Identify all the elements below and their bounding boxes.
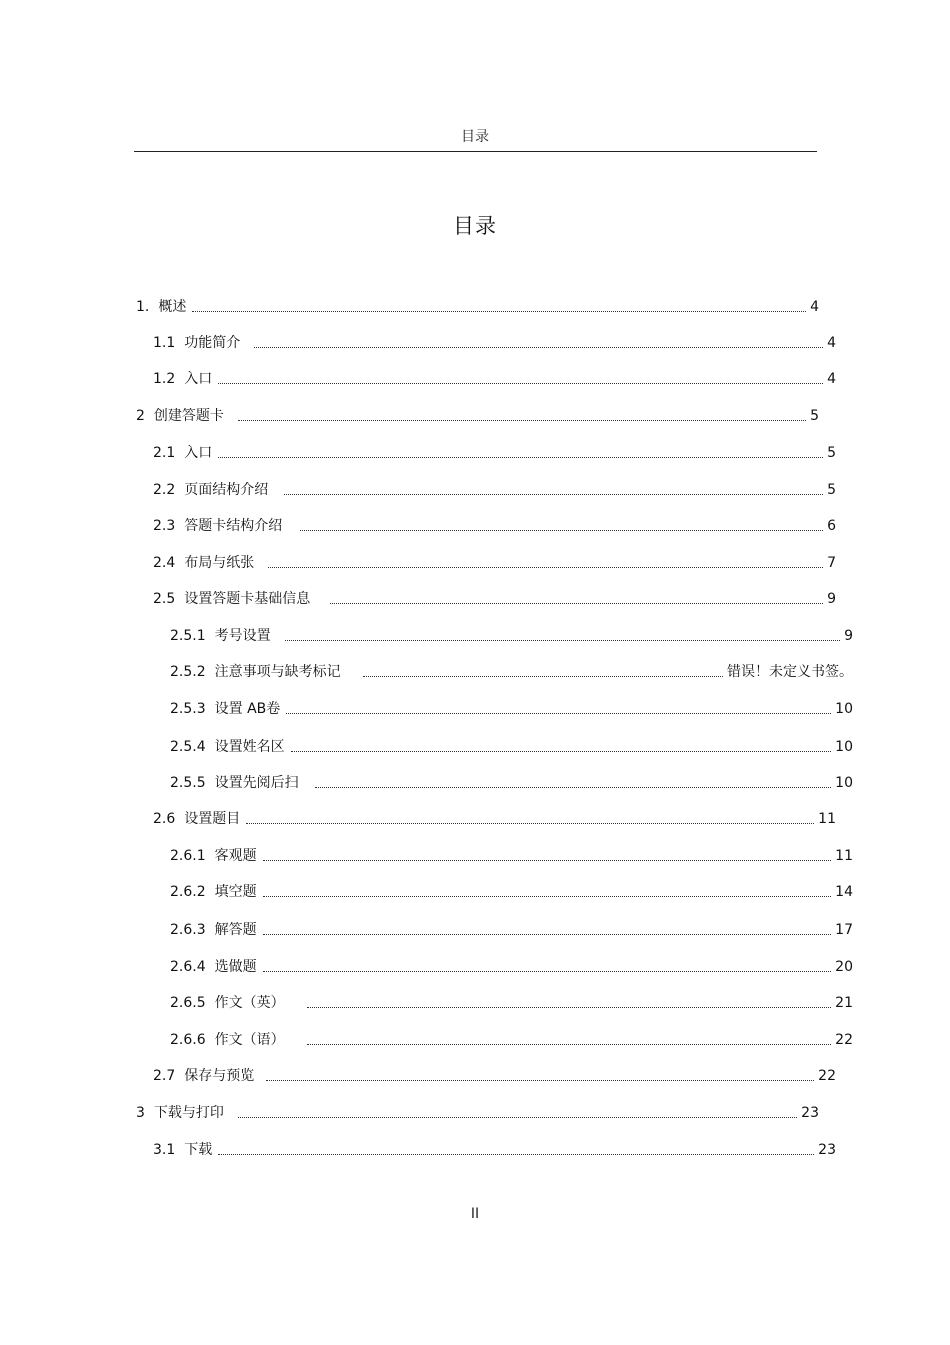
toc-entry-title: 作文（语）	[214, 1032, 285, 1048]
toc-entry-title: 设置答题卡基础信息	[184, 591, 311, 607]
toc-entry-title: 下载与打印	[153, 1105, 224, 1121]
toc-dot-leader	[300, 530, 823, 531]
toc-entry-page: 4	[810, 299, 819, 315]
toc-dot-leader	[246, 823, 814, 824]
toc-entry[interactable]	[134, 879, 853, 901]
toc-entry[interactable]	[134, 1137, 836, 1159]
toc-entry[interactable]	[134, 696, 853, 718]
toc-entry[interactable]	[134, 954, 853, 976]
toc-entry[interactable]	[134, 843, 853, 865]
toc-dot-leader	[254, 347, 823, 348]
toc-entry-number: 2.6.4	[170, 959, 206, 975]
toc-entry-title: 设置 AB卷	[214, 701, 281, 717]
toc-dot-leader	[284, 494, 823, 495]
toc-entry-title: 入口	[184, 371, 213, 387]
toc-entry-number: 2.5.3	[170, 701, 206, 717]
toc-entry-number: 2.6	[153, 811, 176, 827]
toc-entry[interactable]	[134, 734, 853, 756]
toc-entry[interactable]	[134, 294, 819, 316]
toc-entry-page: 错误！未定义书签。	[727, 664, 853, 680]
toc-entry[interactable]	[134, 440, 836, 462]
toc-entry[interactable]	[134, 659, 853, 681]
toc-dot-leader	[192, 311, 806, 312]
toc-dot-leader	[263, 860, 832, 861]
toc-dot-leader	[363, 676, 723, 677]
toc-entry-page: 9	[844, 628, 853, 644]
toc-dot-leader	[307, 1044, 832, 1045]
toc-entry[interactable]	[134, 806, 836, 828]
toc-entry-number: 2.5.1	[170, 628, 206, 644]
toc-entry-number: 2.5.2	[170, 664, 206, 680]
toc-entry-number: 3.1	[153, 1142, 176, 1158]
toc-entry-page: 7	[827, 555, 836, 571]
toc-entry-page: 23	[818, 1142, 836, 1158]
toc-entry[interactable]	[134, 917, 853, 939]
toc-dot-leader	[263, 896, 832, 897]
header-rule	[134, 151, 817, 152]
toc-entry-title: 客观题	[214, 848, 257, 864]
toc-entry-page: 14	[835, 884, 853, 900]
toc-entry-page: 21	[835, 995, 853, 1011]
toc-dot-leader	[307, 1007, 832, 1008]
toc-dot-leader	[330, 603, 823, 604]
toc-entry[interactable]	[134, 550, 836, 572]
toc-entry-page: 5	[810, 408, 819, 424]
toc-title: 目录	[453, 214, 497, 238]
toc-entry[interactable]	[134, 330, 836, 352]
toc-entry-page: 23	[801, 1105, 819, 1121]
toc-entry-number: 3	[136, 1105, 145, 1121]
toc-entry-number: 2.6.6	[170, 1032, 206, 1048]
toc-entry[interactable]	[134, 990, 853, 1012]
toc-entry-title: 设置姓名区	[214, 739, 285, 755]
toc-dot-leader	[238, 420, 806, 421]
toc-entry[interactable]	[134, 770, 853, 792]
toc-dot-leader	[268, 567, 823, 568]
toc-entry[interactable]	[134, 513, 836, 535]
toc-dot-leader	[286, 713, 831, 714]
toc-entry[interactable]	[134, 1027, 853, 1049]
toc-entry-number: 2.5.4	[170, 739, 206, 755]
toc-dot-leader	[266, 1080, 814, 1081]
toc-entry[interactable]	[134, 366, 836, 388]
toc-entry-page: 4	[827, 335, 836, 351]
toc-entry-number: 2	[136, 408, 145, 424]
toc-entry-number: 1.2	[153, 371, 176, 387]
toc-entry-page: 4	[827, 371, 836, 387]
toc-entry-number: 1.	[136, 299, 150, 315]
toc-entry-page: 11	[835, 848, 853, 864]
toc-entry-page: 20	[835, 959, 853, 975]
toc-entry-number: 2.3	[153, 518, 176, 534]
toc-entry-title: 页面结构介绍	[184, 482, 269, 498]
toc-entry-page: 6	[827, 518, 836, 534]
toc-entry-number: 2.5	[153, 591, 176, 607]
toc-entry-page: 9	[827, 591, 836, 607]
toc-entry-title: 选做题	[214, 959, 257, 975]
toc-entry[interactable]	[134, 1063, 836, 1085]
toc-entry-number: 2.2	[153, 482, 176, 498]
toc-entry-page: 11	[818, 811, 836, 827]
toc-entry-number: 2.1	[153, 445, 176, 461]
toc-dot-leader	[315, 787, 832, 788]
toc-entry-title: 解答题	[214, 922, 257, 938]
toc-entry-title: 注意事项与缺考标记	[214, 664, 341, 680]
toc-entry-title: 布局与纸张	[184, 555, 255, 571]
toc-entry-number: 2.6.1	[170, 848, 206, 864]
toc-entry-number: 2.6.2	[170, 884, 206, 900]
running-header: 目录	[461, 129, 489, 145]
toc-entry-page: 10	[835, 775, 853, 791]
toc-dot-leader	[263, 934, 832, 935]
toc-entry-title: 考号设置	[214, 628, 271, 644]
toc-entry-title: 填空题	[214, 884, 257, 900]
toc-entry-page: 5	[827, 482, 836, 498]
toc-entry-page: 5	[827, 445, 836, 461]
toc-entry-page: 10	[835, 739, 853, 755]
toc-entry[interactable]	[134, 403, 819, 425]
toc-dot-leader	[218, 1154, 814, 1155]
toc-entry-title: 功能简介	[184, 335, 241, 351]
toc-entry-title: 下载	[184, 1142, 213, 1158]
toc-entry[interactable]	[134, 477, 836, 499]
toc-entry-page: 22	[835, 1032, 853, 1048]
toc-entry[interactable]	[134, 586, 836, 608]
toc-entry-title: 入口	[184, 445, 213, 461]
toc-entry-title: 概述	[158, 299, 187, 315]
toc-entry-number: 1.1	[153, 335, 176, 351]
toc-entry-page: 17	[835, 922, 853, 938]
toc-dot-leader	[263, 971, 832, 972]
toc-entry-number: 2.5.5	[170, 775, 206, 791]
toc-dot-leader	[218, 383, 823, 384]
toc-entry-title: 设置题目	[184, 811, 241, 827]
toc-entry-page: 10	[835, 701, 853, 717]
toc-entry[interactable]	[134, 1100, 819, 1122]
toc-entry-number: 2.7	[153, 1068, 176, 1084]
toc-entry[interactable]	[134, 623, 853, 645]
toc-entry-number: 2.6.3	[170, 922, 206, 938]
toc-entry-title: 设置先阅后扫	[214, 775, 299, 791]
toc-entry-title: 作文（英）	[214, 995, 285, 1011]
toc-dot-leader	[291, 751, 832, 752]
toc-entry-page: 22	[818, 1068, 836, 1084]
toc-dot-leader	[218, 457, 823, 458]
toc-entry-title: 创建答题卡	[153, 408, 224, 424]
toc-entry-title: 保存与预览	[184, 1068, 255, 1084]
toc-dot-leader	[285, 640, 840, 641]
toc-dot-leader	[238, 1117, 797, 1118]
footer-page-number: II	[470, 1206, 480, 1222]
toc-entry-number: 2.4	[153, 555, 176, 571]
toc-entry-number: 2.6.5	[170, 995, 206, 1011]
toc-entry-title: 答题卡结构介绍	[184, 518, 283, 534]
